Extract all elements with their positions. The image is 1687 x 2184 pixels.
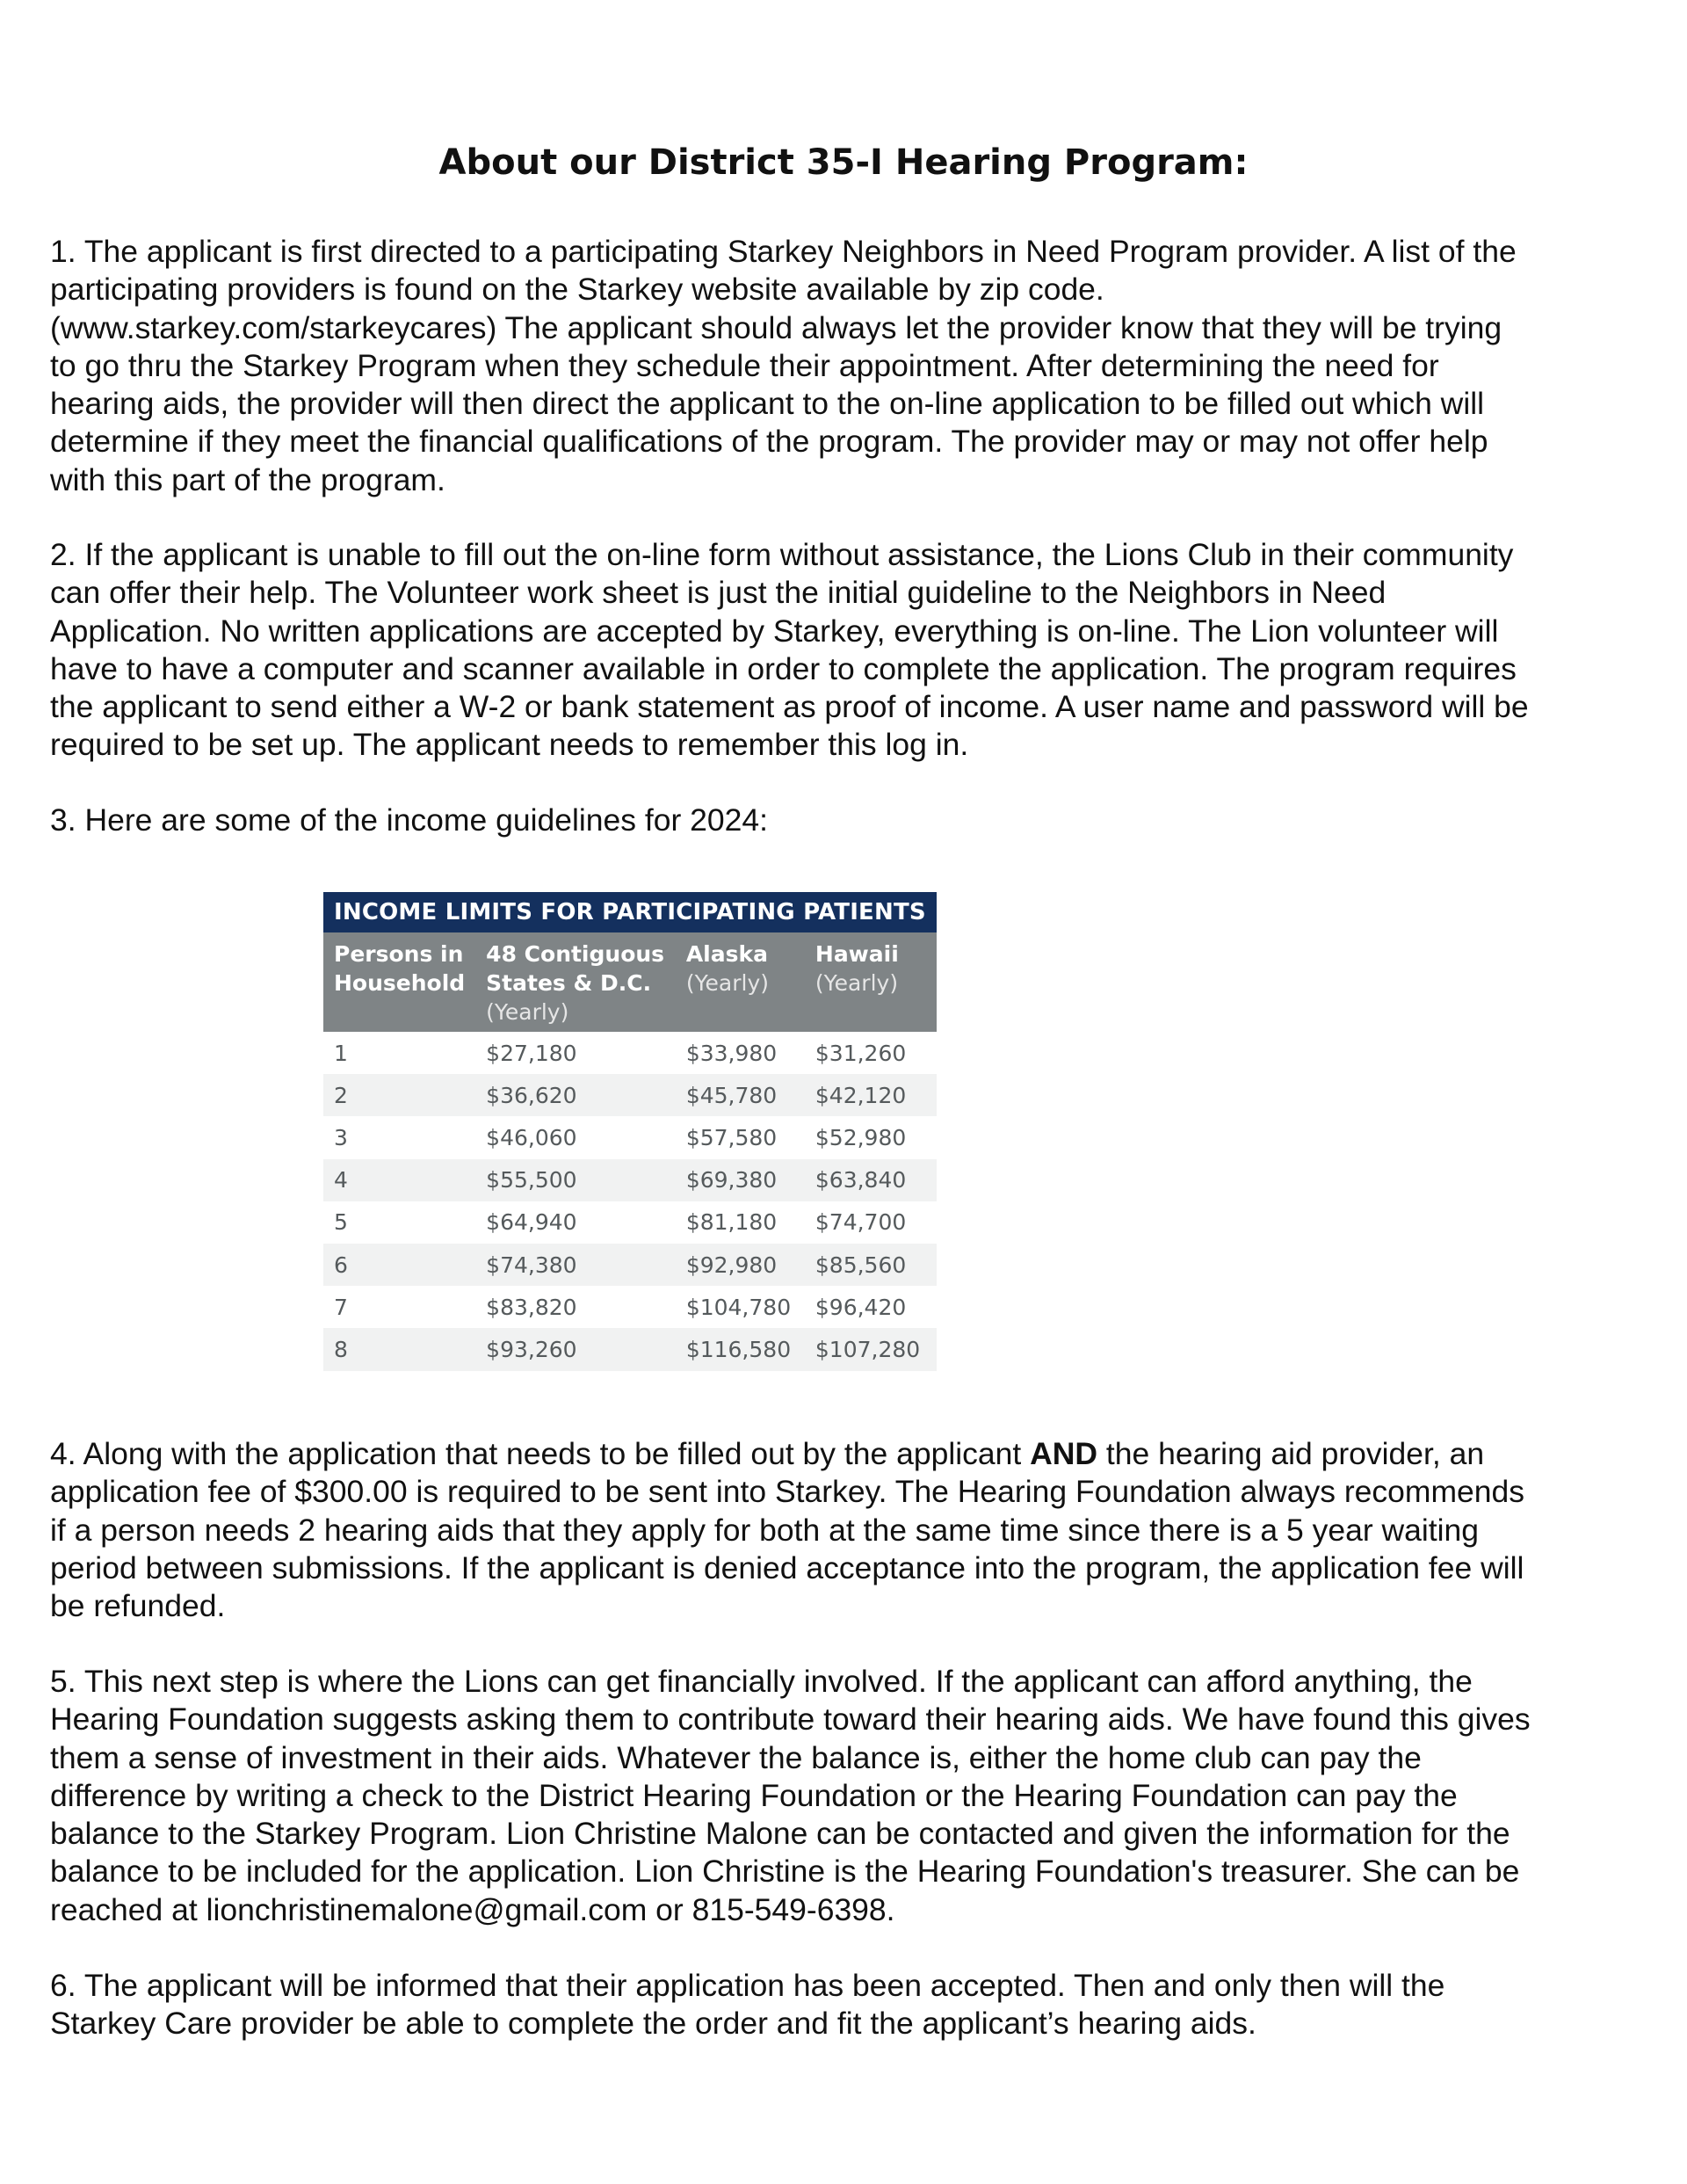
text-line: Application. No written applications are accepted by Starkey, everything is on-line. The Lion volunteer will [50, 613, 1499, 649]
text-line: participating providers is found on the Starkey website available by zip code. [50, 272, 1104, 308]
header-text: 48 Contiguous [486, 941, 665, 967]
table-cell: 2 [323, 1074, 475, 1116]
text-line: them a sense of investment in their aids. Whatever the balance is, either the home club can pay the [50, 1739, 1422, 1775]
table-cell: $74,700 [805, 1201, 937, 1244]
table-caption: INCOME LIMITS FOR PARTICIPATING PATIENTS [323, 892, 937, 932]
table-cell: $85,560 [805, 1244, 937, 1286]
text-line: 1. The applicant is first directed to a participating Starkey Neighbors in Need Program provider. A list of the [50, 234, 1517, 269]
table-cell: 3 [323, 1116, 475, 1158]
text-line: to go thru the Starkey Program when they schedule their appointment. After determining the need for [50, 347, 1439, 383]
table-row [323, 1328, 937, 1370]
table-cell: $45,780 [676, 1074, 805, 1116]
table-cell: $104,780 [676, 1286, 805, 1328]
text-line: period between submissions. If the applicant is denied acceptance into the program, the application fee will [50, 1549, 1524, 1585]
text-line: (www.starkey.com/starkeycares) The applicant should always let the provider know that they will be trying [50, 309, 1502, 345]
text-line: reached at lionchristinemalone@gmail.com or 815-549-6398. [50, 1891, 895, 1927]
text-line: be refunded. [50, 1588, 226, 1624]
table-cell: $36,620 [475, 1074, 676, 1116]
table-cell: $93,260 [475, 1328, 676, 1370]
header-alaska [676, 932, 805, 1032]
paragraph-1 [50, 233, 1649, 499]
header-hawaii [805, 932, 937, 1032]
table-row [323, 1201, 937, 1244]
table-cell: 7 [323, 1286, 475, 1328]
text-line: 2. If the applicant is unable to fill out the on-line form without assistance, the Lions Club in their community [50, 537, 1514, 572]
paragraph-6 [50, 1967, 1649, 2043]
table-cell: $64,940 [475, 1201, 676, 1244]
text-line: balance to the Starkey Program. Lion Christine Malone can be contacted and given the information for the [50, 1816, 1510, 1852]
text-line: 5. This next step is where the Lions can get financially involved. If the applicant can afford anything, the [50, 1664, 1473, 1699]
text-line: Hearing Foundation suggests asking them to contribute toward their hearing aids. We have found this gives [50, 1701, 1531, 1738]
header-contiguous [475, 932, 676, 1032]
table-row [323, 1244, 937, 1286]
table-cell: $96,420 [805, 1286, 937, 1328]
header-text: Hawaii [815, 941, 899, 967]
text-line: can offer their help. The Volunteer work sheet is just the initial guideline to the Neighbors in Need [50, 575, 1387, 611]
text-line: the applicant to send either a W-2 or bank statement as proof of income. A user name and password will be [50, 689, 1529, 725]
text-line: with this part of the program. [50, 461, 445, 497]
table-cell: $55,500 [475, 1159, 676, 1201]
table-cell: 4 [323, 1159, 475, 1201]
table-header-row [323, 932, 937, 1032]
header-subtext: (Yearly) [815, 970, 899, 996]
paragraph-3 [50, 802, 1649, 839]
emphasis-text: AND [1030, 1436, 1097, 1471]
text-line: determine if they meet the financial qualifications of the program. The provider may or may not offer help [50, 424, 1488, 460]
text-line: if a person needs 2 hearing aids that they apply for both at the same time since there is a 5 year waiting [50, 1512, 1480, 1548]
paragraph-4 [50, 1435, 1649, 1625]
table-caption-row [323, 892, 937, 932]
text-line: 3. Here are some of the income guidelines for 2024: [50, 802, 768, 838]
table-cell: $46,060 [475, 1116, 676, 1158]
header-subtext: (Yearly) [486, 999, 569, 1025]
text-line: Starkey Care provider be able to complete the order and fit the applicant’s hearing aids. [50, 2006, 1256, 2042]
text-line: application fee of $300.00 is required to be sent into Starkey. The Hearing Foundation always recommends [50, 1474, 1525, 1510]
header-text: Household [334, 970, 466, 996]
table-cell: $42,120 [805, 1074, 937, 1116]
page-title: About our District 35-I Hearing Program: [438, 142, 1249, 183]
text-line: have to have a computer and scanner available in order to complete the application. The program requires [50, 650, 1517, 686]
text-line [50, 1435, 1649, 1473]
table-cell: $92,980 [676, 1244, 805, 1286]
table-cell: $27,180 [475, 1032, 676, 1074]
table-cell: $52,980 [805, 1116, 937, 1158]
table-row [323, 1286, 937, 1328]
text-line: difference by writing a check to the District Hearing Foundation or the Hearing Foundation can pay the [50, 1777, 1458, 1813]
text-line: required to be set up. The applicant needs to remember this log in. [50, 727, 969, 763]
header-text: States & D.C. [486, 970, 652, 996]
paragraph-5 [50, 1663, 1649, 1929]
text-line: 6. The applicant will be informed that their application has been accepted. Then and only then will the [50, 1968, 1445, 2003]
table-cell: $116,580 [676, 1328, 805, 1370]
text-line: hearing aids, the provider will then direct the applicant to the on-line application to be filled out which will [50, 386, 1484, 422]
table-cell: $74,380 [475, 1244, 676, 1286]
paragraph-2 [50, 536, 1649, 765]
table-cell: $107,280 [805, 1328, 937, 1370]
table-cell: 8 [323, 1328, 475, 1370]
table-cell: $33,980 [676, 1032, 805, 1074]
income-limits-table [323, 892, 937, 1371]
text-line: balance to be included for the application. Lion Christine is the Hearing Foundation's treasurer. She can be [50, 1854, 1520, 1890]
table-cell: $69,380 [676, 1159, 805, 1201]
table-row [323, 1159, 937, 1201]
table-row [323, 1116, 937, 1158]
header-text: Alaska [685, 941, 768, 967]
table-row [323, 1074, 937, 1116]
table-cell: 6 [323, 1244, 475, 1286]
table-cell: $81,180 [676, 1201, 805, 1244]
table-cell: 1 [323, 1032, 475, 1074]
table-row [323, 1032, 937, 1074]
text-run: 4. Along with the application that needs to be filled out by the applicant [50, 1436, 1031, 1471]
header-persons [323, 932, 475, 1032]
table-cell: $83,820 [475, 1286, 676, 1328]
table-cell: $57,580 [676, 1116, 805, 1158]
header-subtext: (Yearly) [685, 970, 769, 996]
header-text: Persons in [334, 941, 464, 967]
table-cell: $31,260 [805, 1032, 937, 1074]
table-cell: 5 [323, 1201, 475, 1244]
text-run: the hearing aid provider, an [1097, 1436, 1485, 1471]
table-cell: $63,840 [805, 1159, 937, 1201]
